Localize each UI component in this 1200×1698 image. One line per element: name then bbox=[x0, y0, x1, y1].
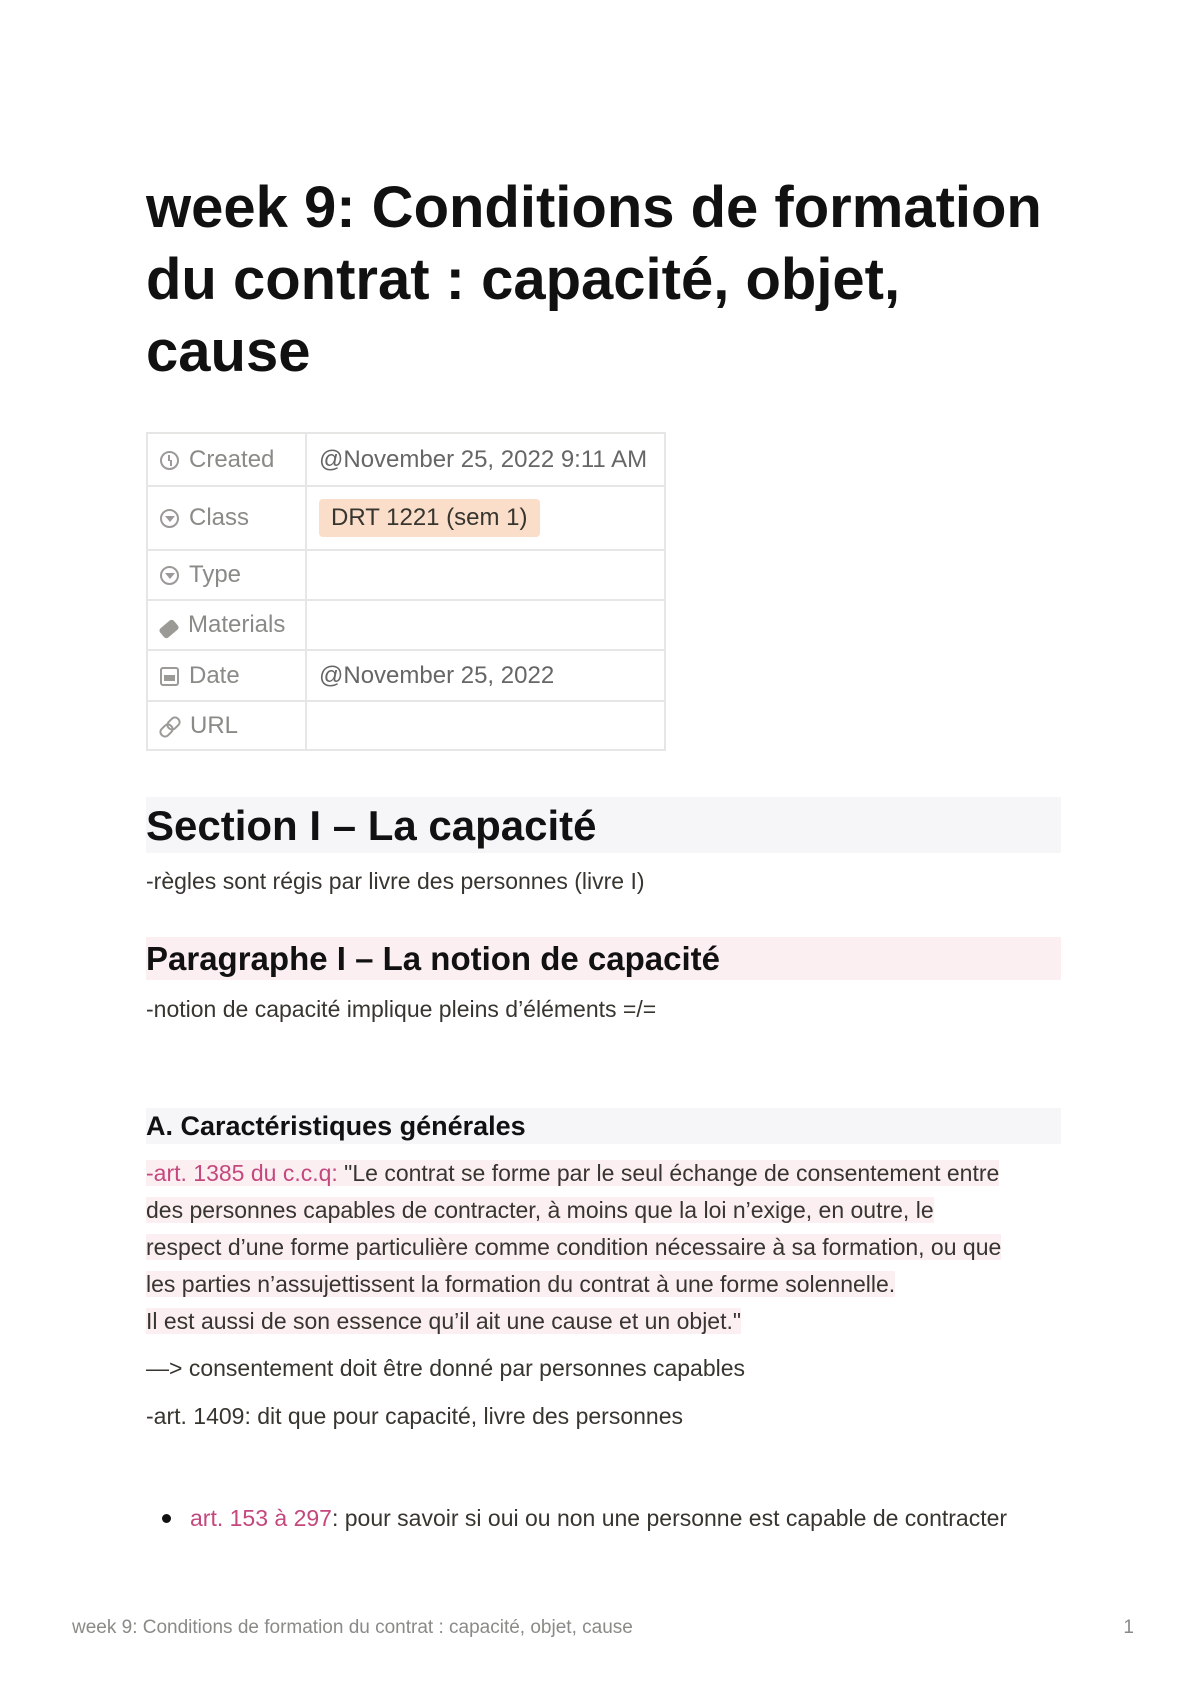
property-key: Class bbox=[147, 486, 306, 550]
property-row-date bbox=[147, 650, 665, 701]
bullet-list bbox=[146, 1503, 1061, 1533]
arrow-text: —> consentement doit être donné par personnes capables bbox=[146, 1355, 746, 1381]
select-icon bbox=[160, 509, 179, 528]
property-key: Date bbox=[147, 650, 306, 701]
property-row-url bbox=[147, 701, 665, 750]
page-footer bbox=[72, 1617, 1134, 1639]
link-icon bbox=[160, 716, 180, 736]
clock-icon bbox=[160, 451, 179, 470]
article-quote: -art. 1385 du c.c.q: "Le contrat se forme par le seul échange de consentement entre des personnes capables de contracter, à moins que la loi n’exige, en outre, le respect d’une forme particulière comme condition nécessaire à sa formation, ou que les parties n’assujettissent la formation du contrat à une forme solennelle. Il est aussi de son essence qu’il ait une cause et un objet." bbox=[146, 1160, 1002, 1334]
property-row-materials bbox=[147, 600, 665, 650]
section-heading: Section I – La capacité bbox=[146, 797, 1061, 853]
paragraph-text: -notion de capacité implique pleins d’éléments =/= bbox=[146, 996, 657, 1022]
property-row-type bbox=[147, 550, 665, 600]
property-value[interactable]: @November 25, 2022 bbox=[306, 650, 665, 701]
property-value[interactable] bbox=[306, 550, 665, 600]
art1409-text: -art. 1409: dit que pour capacité, livre des personnes bbox=[146, 1403, 683, 1429]
property-value[interactable] bbox=[306, 701, 665, 750]
property-value[interactable] bbox=[306, 600, 665, 650]
article-link[interactable]: art. 1385 du c.c.q: bbox=[153, 1160, 338, 1186]
property-key: Type bbox=[147, 550, 306, 600]
property-key: Created bbox=[147, 433, 306, 486]
tag-icon bbox=[158, 619, 180, 640]
property-key: URL bbox=[147, 701, 306, 750]
bullet-dot-icon bbox=[162, 1514, 171, 1523]
property-value[interactable]: @November 25, 2022 9:11 AM bbox=[306, 433, 665, 486]
page-number: 1 bbox=[1123, 1617, 1134, 1638]
footer-title: week 9: Conditions de formation du contrat : capacité, objet, cause bbox=[72, 1617, 633, 1638]
section-text: -règles sont régis par livre des personnes (livre I) bbox=[146, 868, 645, 894]
list-item: art. 153 à 297: pour savoir si oui ou non une personne est capable de contracter bbox=[146, 1503, 1061, 1533]
property-key: Materials bbox=[147, 600, 306, 650]
article-link[interactable]: art. 153 à 297 bbox=[190, 1505, 332, 1531]
class-badge[interactable]: DRT 1221 (sem 1) bbox=[319, 499, 540, 537]
property-row-created bbox=[147, 433, 665, 486]
property-row-class bbox=[147, 486, 665, 550]
select-icon bbox=[160, 566, 179, 585]
page-title: week 9: Conditions de formation du contrat : capacité, objet, cause bbox=[146, 175, 1042, 384]
property-value[interactable] bbox=[306, 486, 665, 550]
paragraph-heading: Paragraphe I – La notion de capacité bbox=[146, 937, 1061, 980]
subsection-heading: A. Caractéristiques générales bbox=[146, 1108, 1061, 1144]
calendar-icon bbox=[160, 667, 179, 686]
properties-table bbox=[146, 432, 666, 751]
